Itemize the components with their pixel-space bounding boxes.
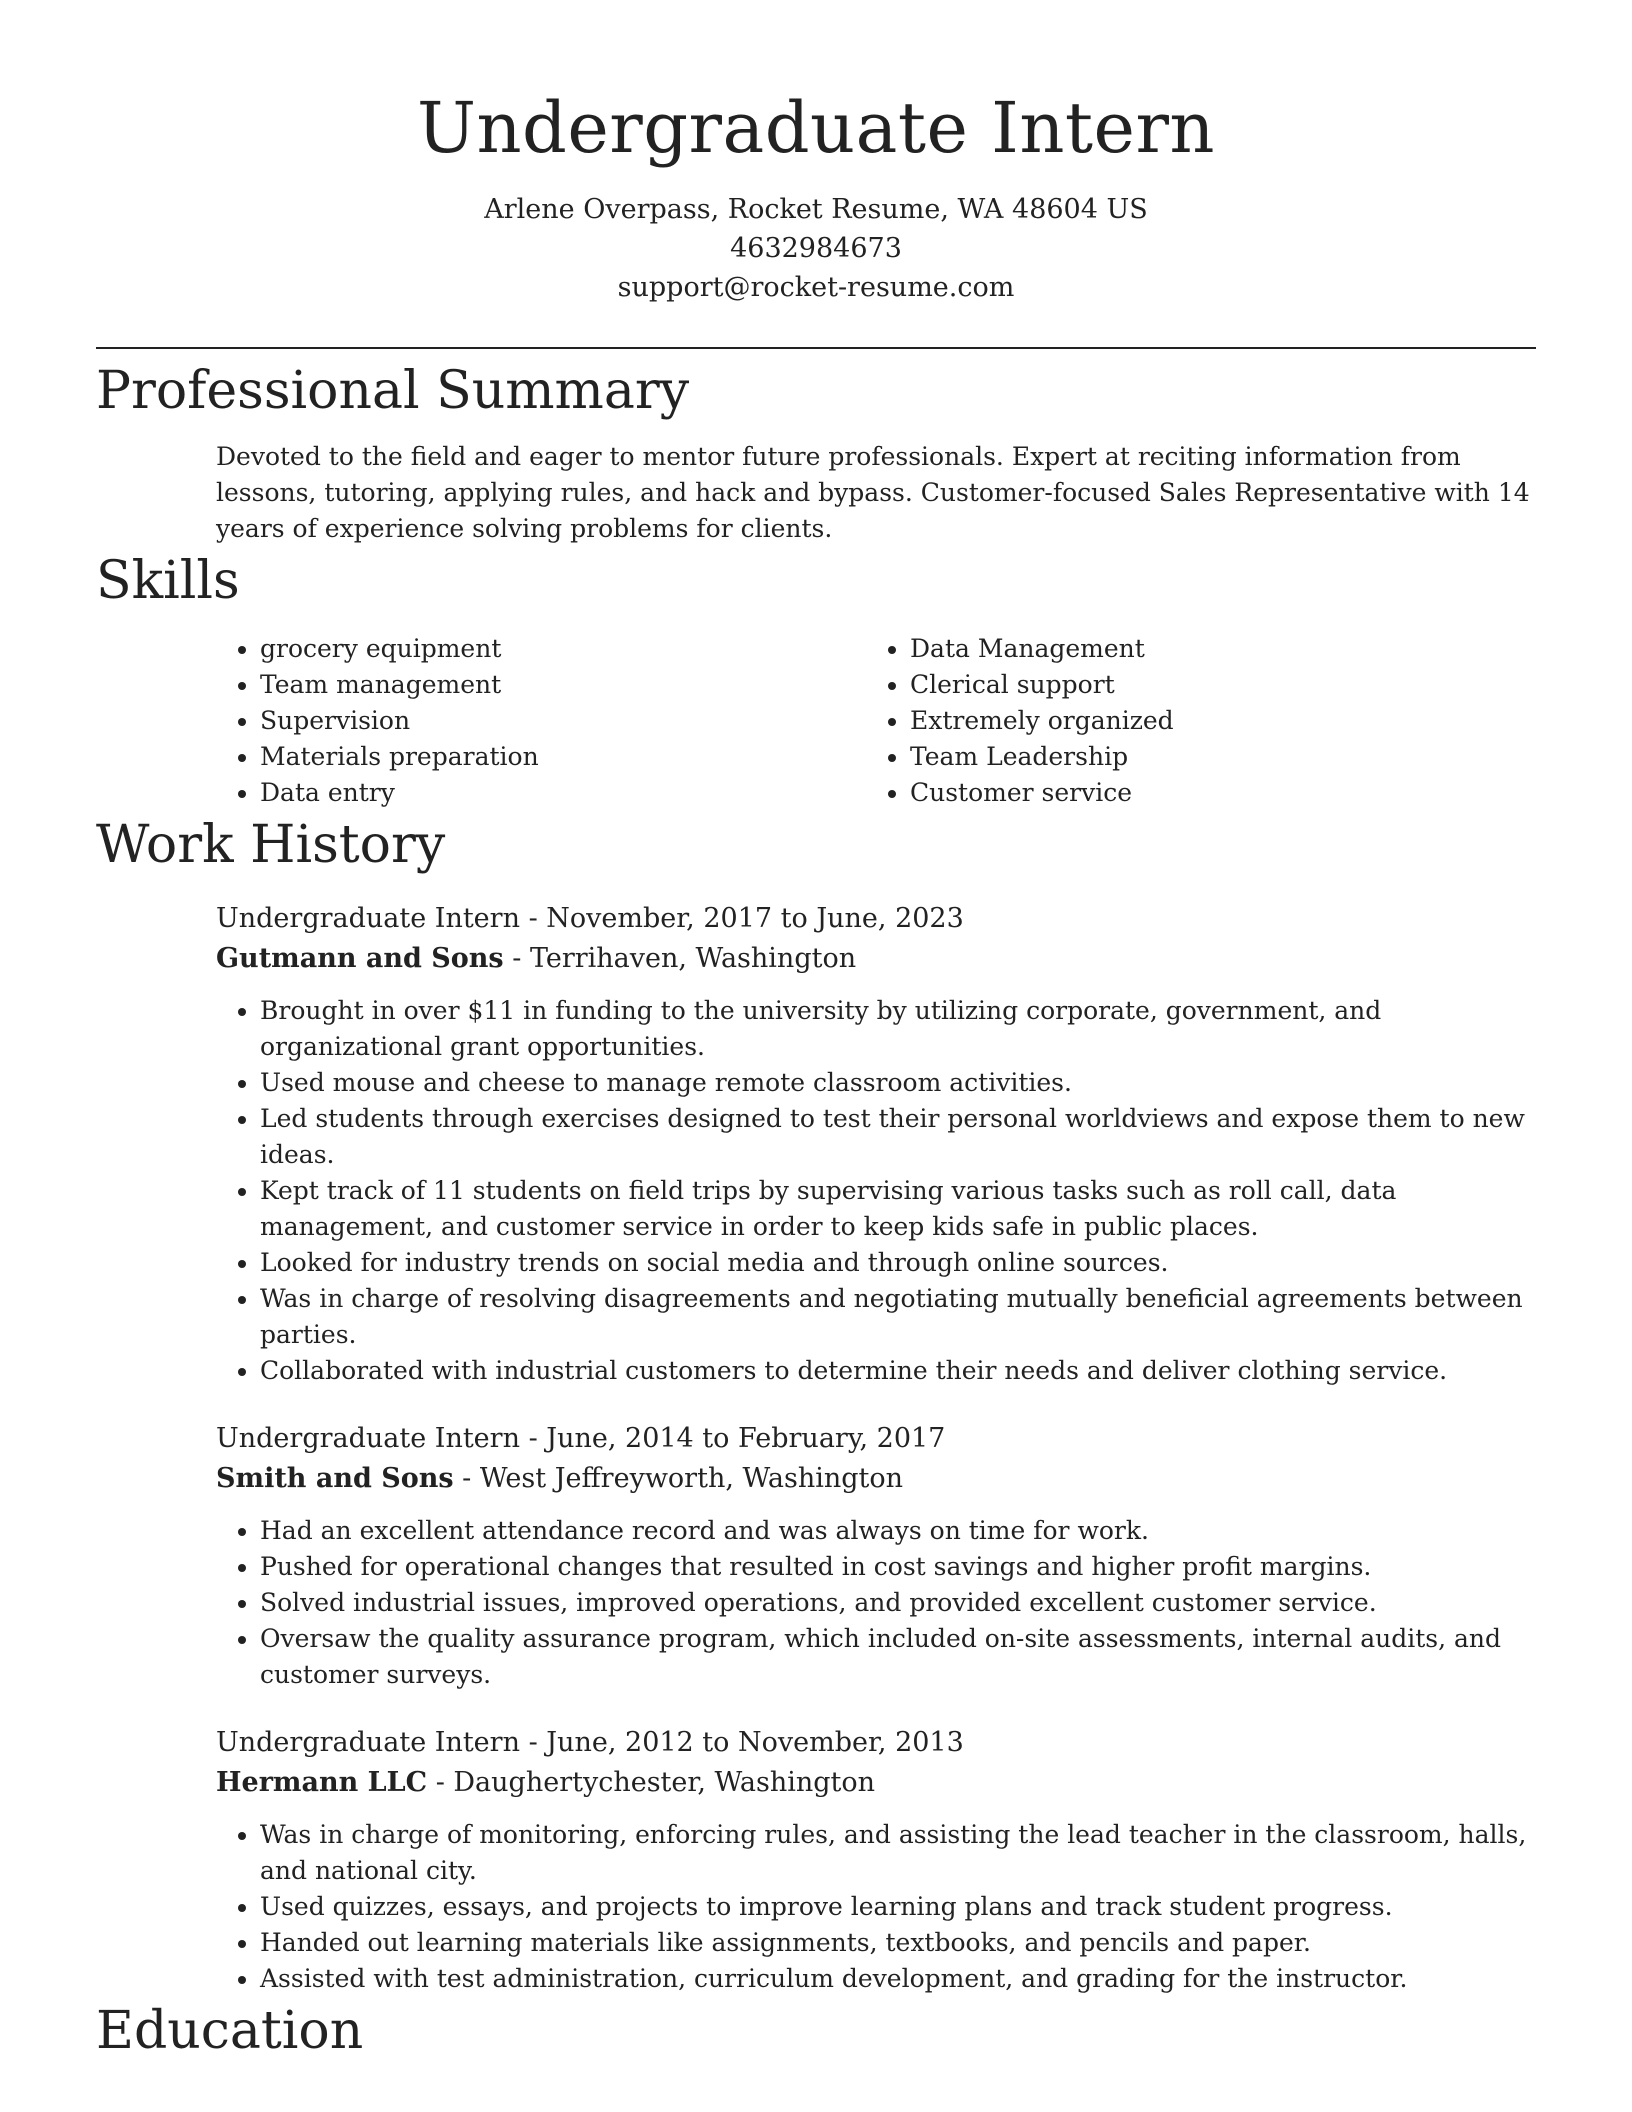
contact-block [96, 190, 1536, 307]
skill-item: • grocery equipment [260, 631, 866, 667]
job-location: - Terrihaven, Washington [512, 943, 857, 974]
section-heading-education: Education [96, 2001, 364, 2061]
job-company: Hermann LLC [216, 1767, 428, 1798]
job-title: Undergraduate Intern [216, 1727, 520, 1758]
resume-page [96, 0, 1536, 2112]
job-bullet: • Was in charge of resolving disagreements and negotiating mutually beneficial agreements between parties. [260, 1281, 1536, 1353]
job-bullet: • Used mouse and cheese to manage remote classroom activities. [260, 1065, 1536, 1101]
job-bullets [216, 993, 1536, 1389]
job-bullet: • Pushed for operational changes that resulted in cost savings and higher profit margins. [260, 1549, 1536, 1585]
job-company-line [216, 939, 1536, 979]
job-title-line [216, 1419, 1536, 1459]
job-bullet: • Kept track of 11 students on field trips by supervising various tasks such as roll call, data management, and customer service in order to keep kids safe in public places. [260, 1173, 1536, 1245]
skill-item: • Team Leadership [910, 739, 1516, 775]
job-dates: - June, 2014 to February, 2017 [528, 1423, 946, 1454]
job-entry [216, 1723, 1536, 1997]
job-title: Undergraduate Intern [216, 903, 520, 934]
skill-item: • Extremely organized [910, 703, 1516, 739]
job-entry [216, 1419, 1536, 1693]
skills-list [216, 631, 1536, 811]
job-bullet: • Had an excellent attendance record and was always on time for work. [260, 1513, 1536, 1549]
contact-phone: 4632984673 [730, 233, 902, 264]
section-heading-skills: Skills [96, 551, 240, 611]
section-heading-summary: Professional Summary [96, 361, 690, 421]
header-divider [96, 347, 1536, 349]
job-company: Gutmann and Sons [216, 943, 504, 974]
skill-item: • Team management [260, 667, 866, 703]
job-bullet: • Led students through exercises designed to test their personal worldviews and expose them to new ideas. [260, 1101, 1536, 1173]
skill-item: • Data entry [260, 775, 866, 811]
contact-address: Arlene Overpass, Rocket Resume, WA 48604 US [484, 194, 1148, 225]
job-bullet: • Oversaw the quality assurance program, which included on-site assessments, internal audits, and customer surveys. [260, 1621, 1536, 1693]
job-bullet: • Was in charge of monitoring, enforcing rules, and assisting the lead teacher in the classroom, halls, and national city. [260, 1817, 1536, 1889]
job-dates: - June, 2012 to November, 2013 [528, 1727, 964, 1758]
resume-header [96, 0, 1536, 307]
job-bullet: • Brought in over $11 in funding to the university by utilizing corporate, government, and organizational grant opportunities. [260, 993, 1536, 1065]
job-bullet: • Handed out learning materials like assignments, textbooks, and pencils and paper. [260, 1925, 1536, 1961]
job-company: Smith and Sons [216, 1463, 454, 1494]
job-bullets [216, 1513, 1536, 1693]
job-company-line [216, 1763, 1536, 1803]
section-heading-work-history: Work History [96, 815, 446, 875]
job-title-line [216, 1723, 1536, 1763]
job-location: - Daughertychester, Washington [435, 1767, 876, 1798]
job-bullet: • Used quizzes, essays, and projects to improve learning plans and track student progress. [260, 1889, 1536, 1925]
summary-text: Devoted to the field and eager to mentor future professionals. Expert at reciting information from lessons, tutoring, applying rules, and hack and bypass. Customer-focused Sales Representative with 14 years of experience solving problems for clients. [216, 442, 1530, 543]
skill-item: • Clerical support [910, 667, 1516, 703]
job-bullets [216, 1817, 1536, 1997]
skill-item: • Supervision [260, 703, 866, 739]
job-bullet: • Collaborated with industrial customers to determine their needs and deliver clothing service. [260, 1353, 1536, 1389]
skill-item: • Data Management [910, 631, 1516, 667]
skills-column-right [866, 631, 1516, 811]
job-location: - West Jeffreyworth, Washington [462, 1463, 904, 1494]
job-entry [216, 899, 1536, 1389]
skill-item: • Materials preparation [260, 739, 866, 775]
job-company-line [216, 1459, 1536, 1499]
skills-column-left [216, 631, 866, 811]
resume-title: Undergraduate Intern [416, 87, 1216, 169]
job-bullet: • Looked for industry trends on social media and through online sources. [260, 1245, 1536, 1281]
job-bullet: • Assisted with test administration, curriculum development, and grading for the instructor. [260, 1961, 1536, 1997]
job-dates: - November, 2017 to June, 2023 [528, 903, 964, 934]
job-bullet: • Solved industrial issues, improved operations, and provided excellent customer service. [260, 1585, 1536, 1621]
contact-email: support@rocket-resume.com [617, 272, 1015, 303]
skill-item: • Customer service [910, 775, 1516, 811]
job-title-line [216, 899, 1536, 939]
job-title: Undergraduate Intern [216, 1423, 520, 1454]
